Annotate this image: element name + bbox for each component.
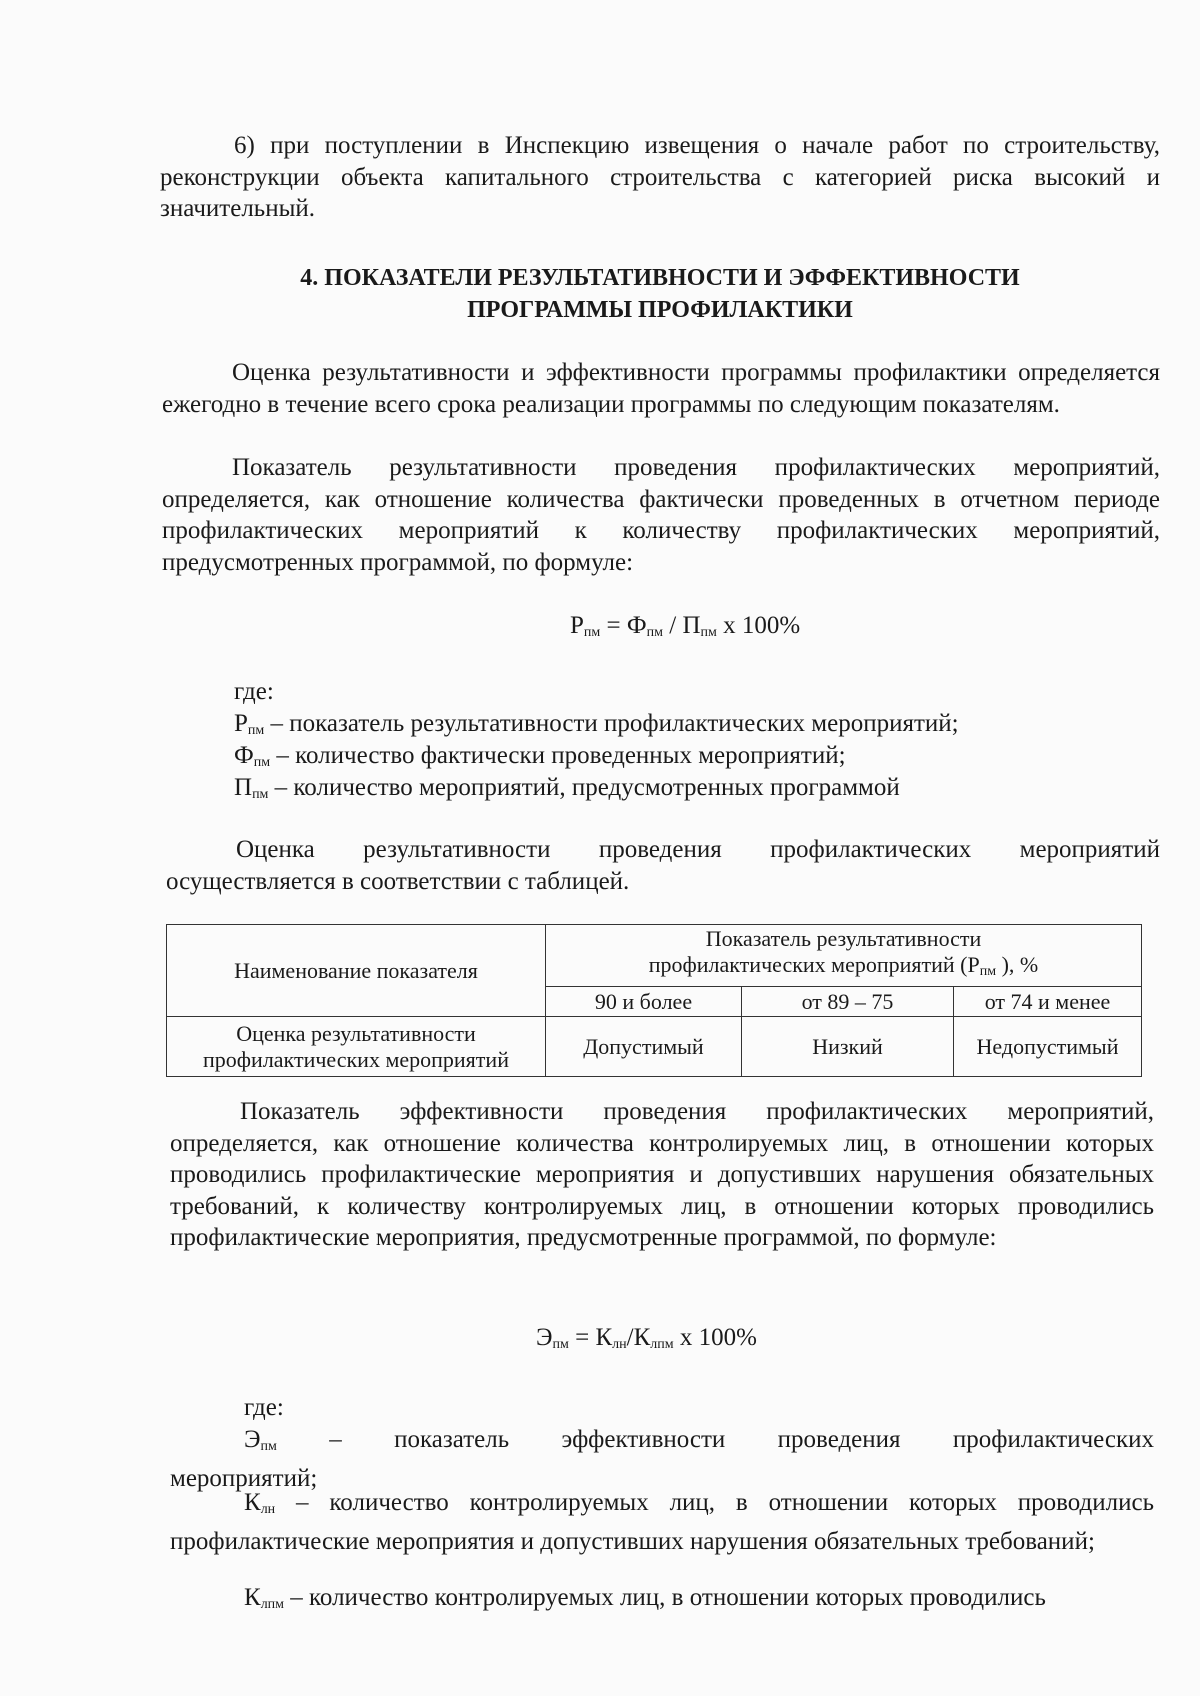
where-label-1: где: xyxy=(234,678,274,705)
assessment-paragraph: Оценка результативности и эффективности программы профилактики определяется ежегодно в течение всего срока реализации программы по следующим показателям. xyxy=(162,359,1160,418)
definition-subscript: пм xyxy=(252,787,269,802)
formula-symbol: Р xyxy=(570,612,584,639)
formula-symbol: Ф xyxy=(626,612,647,639)
where-label-2: где: xyxy=(244,1394,284,1421)
definition-symbol: К xyxy=(244,1489,261,1516)
formula-subscript: пм xyxy=(646,625,663,640)
formula-subscript: пм xyxy=(700,625,717,640)
table-header-group-line2 xyxy=(550,952,1137,985)
result-indicator-paragraph: Показатель результативности проведения профилактических мероприятий, определяется, как отношение количества фактически проведенных в отчетном периоде профилактических мероприятий к количеству профилактических мероприятий, предусмотренных программой, по формуле: xyxy=(162,454,1160,576)
formula-subscript: лн xyxy=(612,1337,627,1352)
definition-text: – количество контролируемых лиц, в отношении которых проводились профилактические мероприятия и допустивших нарушения обязательных требований; xyxy=(170,1489,1154,1555)
formula-symbol: П xyxy=(682,612,701,639)
result-formula xyxy=(570,612,800,641)
definition-p-pm xyxy=(234,772,900,811)
definition-k-ln xyxy=(170,1487,1154,1557)
efficiency-paragraph: Показатель эффективности проведения профилактических мероприятий, определяется, как отношение количества контролируемых лиц, в отношении которых проводились профилактические мероприятия и допустивших нарушения обязательных требований, к количеству контролируемых лиц, в отношении которых проводились профилактические мероприятия, предусмотренные программой, по формуле: xyxy=(170,1098,1154,1251)
formula-operator: = xyxy=(568,1324,596,1351)
table-range-cell: 90 и более xyxy=(546,987,742,1017)
definition-text: – показатель эффективности проведения профилактических мероприятий; xyxy=(170,1426,1154,1492)
table-value-cell: Допустимый xyxy=(546,1017,742,1077)
formula-operator: / xyxy=(663,612,683,639)
definition-symbol: Ф xyxy=(234,742,254,769)
table-header-group-line1: Показатель результативности xyxy=(705,926,982,951)
table-intro-paragraph: Оценка результативности проведения профилактических мероприятий осуществляется в соответствии с таблицей. xyxy=(166,836,1160,895)
definition-text: – количество контролируемых лиц, в отношении которых проводились xyxy=(284,1584,1046,1611)
result-assessment-table xyxy=(166,924,1142,1077)
formula-subscript: пм xyxy=(583,625,601,640)
definition-text: – количество фактически проведенных мероприятий; xyxy=(270,742,846,769)
formula-symbol: Э xyxy=(536,1324,553,1351)
formula-subscript: лпм xyxy=(650,1337,674,1352)
section-title-line1: 4. ПОКАЗАТЕЛИ РЕЗУЛЬТАТИВНОСТИ И ЭФФЕКТИВНОСТИ xyxy=(300,265,1020,291)
definition-e-pm xyxy=(170,1424,1154,1494)
table-header-unit: ), % xyxy=(996,952,1039,977)
table-header-subscript: пм xyxy=(979,964,997,979)
definition-symbol: Р xyxy=(234,710,248,737)
definition-symbol: П xyxy=(234,774,253,801)
definition-subscript: лн xyxy=(260,1502,276,1517)
formula-subscript: пм xyxy=(552,1337,569,1352)
formula-tail: х 100% xyxy=(673,1324,757,1351)
table-range-cell: от 74 и менее xyxy=(954,987,1142,1017)
definition-subscript: пм xyxy=(247,723,265,738)
efficiency-formula xyxy=(536,1324,757,1353)
definition-subscript: лпм xyxy=(260,1597,285,1612)
formula-operator: = xyxy=(600,612,627,639)
table-header-group xyxy=(546,925,1142,987)
definition-symbol: К xyxy=(244,1584,261,1611)
intro-paragraph: 6) при поступлении в Инспекцию извещения о начале работ по строительству, реконструкции объекта капитального строительства с категорией риска высокий и значительный. xyxy=(160,132,1160,222)
formula-symbol: К xyxy=(595,1324,613,1351)
table-header-text: профилактических мероприятий (Р xyxy=(648,952,980,977)
definition-k-lpm xyxy=(170,1582,1154,1621)
table-value-cell: Недопустимый xyxy=(954,1017,1142,1077)
definition-subscript: пм xyxy=(260,1439,277,1454)
definition-subscript: пм xyxy=(253,755,271,770)
definition-text: – показатель результативности профилактических мероприятий; xyxy=(264,710,959,737)
table-header-name: Наименование показателя xyxy=(167,925,546,1017)
formula-operator: / xyxy=(626,1324,634,1351)
definition-symbol: Э xyxy=(244,1426,261,1453)
definition-text: – количество мероприятий, предусмотренных программой xyxy=(268,774,900,801)
formula-tail: х 100% xyxy=(716,612,801,639)
table-row-label: Оценка результативности профилактических мероприятий xyxy=(167,1017,546,1077)
table-value-cell: Низкий xyxy=(742,1017,954,1077)
table-range-cell: от 89 – 75 xyxy=(742,987,954,1017)
section-title-line2: ПРОГРАММЫ ПРОФИЛАКТИКИ xyxy=(467,297,853,323)
formula-symbol: К xyxy=(633,1324,651,1351)
